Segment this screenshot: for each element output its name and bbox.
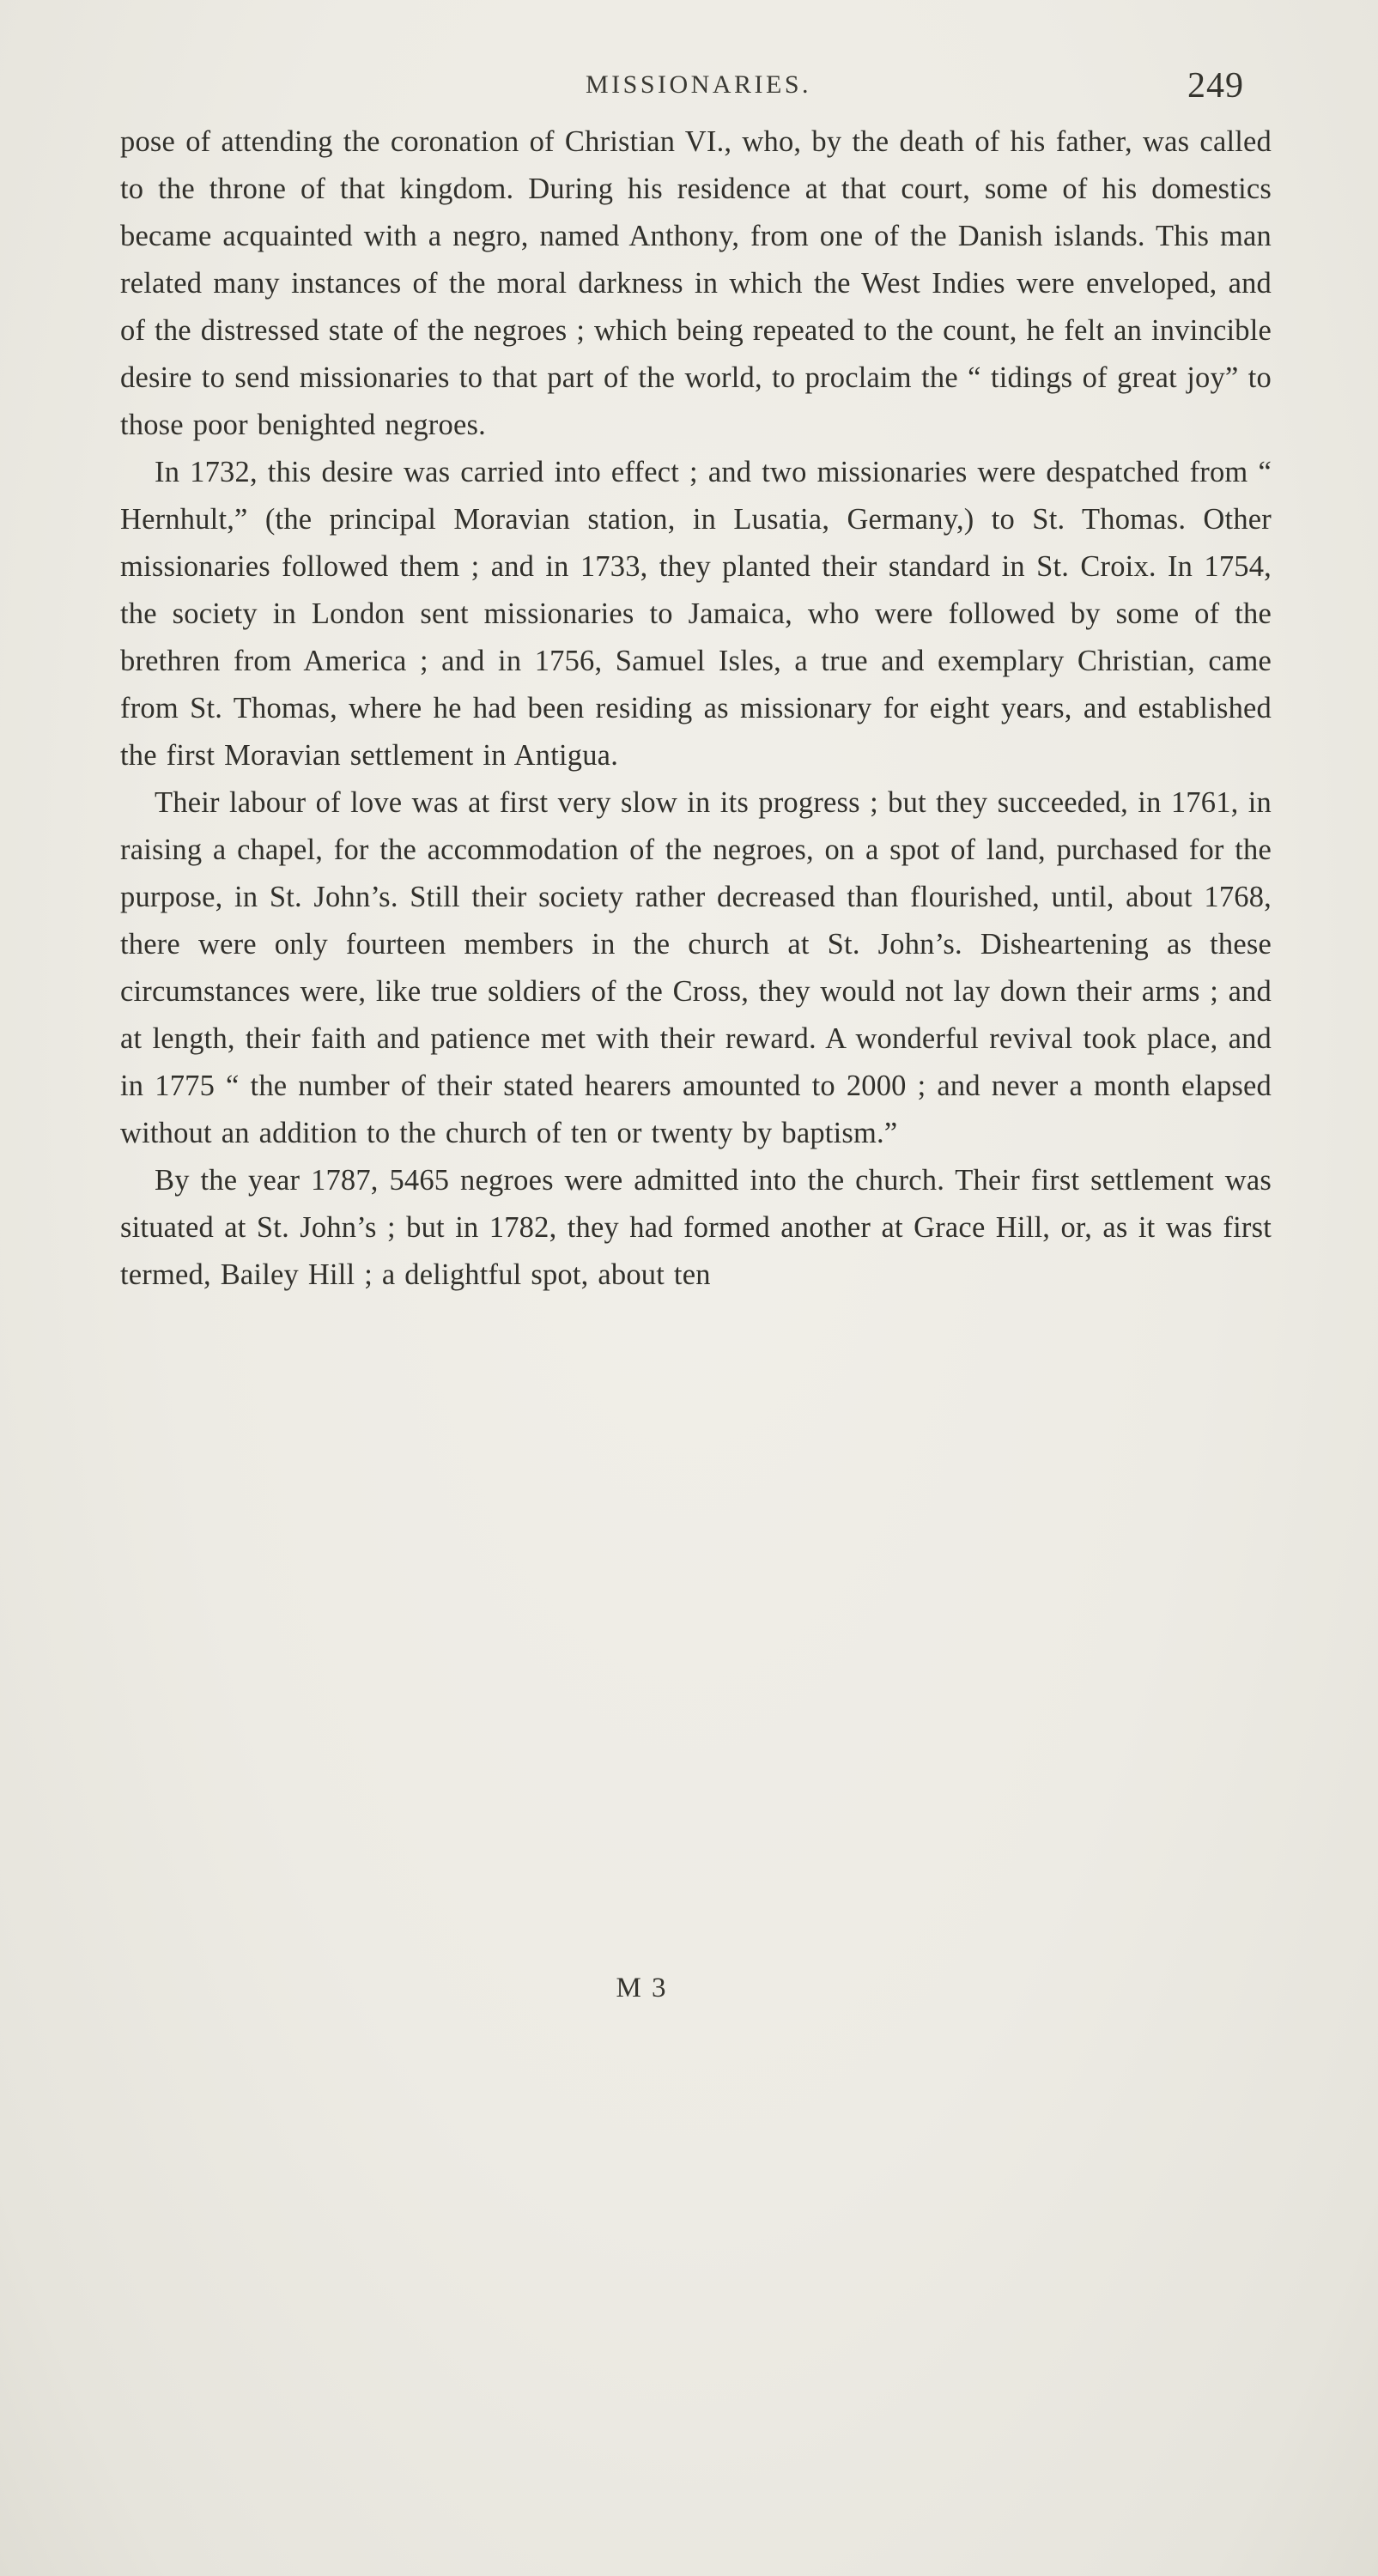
paragraph-4: By the year 1787, 5465 negroes were admitted into the church. Their first settlement was situated at St. John’s ; but in 1782, they had formed another at Grace Hill, or, as it was first termed, Bailey Hill ; a delightful spot, about ten xyxy=(120,1164,1272,1291)
paragraph-3: Their labour of love was at first very slow in its progress ; but they succeeded, in 1761, in raising a chapel, for the accommodation of the negroes, on a spot of land, purchased for the purpose, in St. John’s. Still their society rather decreased than flourished, until, about 1768, there were only fourteen members in the church at St. John’s. Disheartening as these circumstances were, like true soldiers of the Cross, they would not lay down their arms ; and at length, their faith and patience met with their reward. A wonderful revival took place, and in 1775 “ the number of their stated hearers amounted to 2000 ; and never a month elapsed without an addition to the church of ten or twenty by baptism.” xyxy=(120,786,1272,1149)
page-body xyxy=(120,118,1272,1299)
page-footer xyxy=(0,1973,1378,2004)
paragraph-1: pose of attending the coronation of Christian VI., who, by the death of his father, was called to the throne of that kingdom. During his residence at that court, some of his domestics became acquainted with a negro, named Anthony, from one of the Danish islands. This man related many instances of the moral darkness in which the West Indies were enveloped, and of the distressed state of the negroes ; which being repeated to the count, he felt an invincible desire to send missionaries to that part of the world, to proclaim the “ tidings of great joy” to those poor benighted negroes. xyxy=(120,125,1272,441)
running-head: MISSIONARIES. xyxy=(585,70,812,99)
signature-mark: M 3 xyxy=(616,1973,668,2003)
paragraph-2: In 1732, this desire was carried into effect ; and two missionaries were despatched from “ Hernhult,” (the principal Moravian station, in Lusatia, Germany,) to St. Thomas. Other missionaries followed them ; and in 1733, they planted their standard in St. Croix. In 1754, the society in London sent missionaries to Jamaica, who were followed by some of the brethren from America ; and in 1756, Samuel Isles, a true and exemplary Christian, came from St. Thomas, where he had been residing as missionary for eight years, and established the first Moravian settlement in Antigua. xyxy=(120,456,1272,772)
page-number: 249 xyxy=(1187,66,1244,106)
page-header xyxy=(129,65,1268,106)
